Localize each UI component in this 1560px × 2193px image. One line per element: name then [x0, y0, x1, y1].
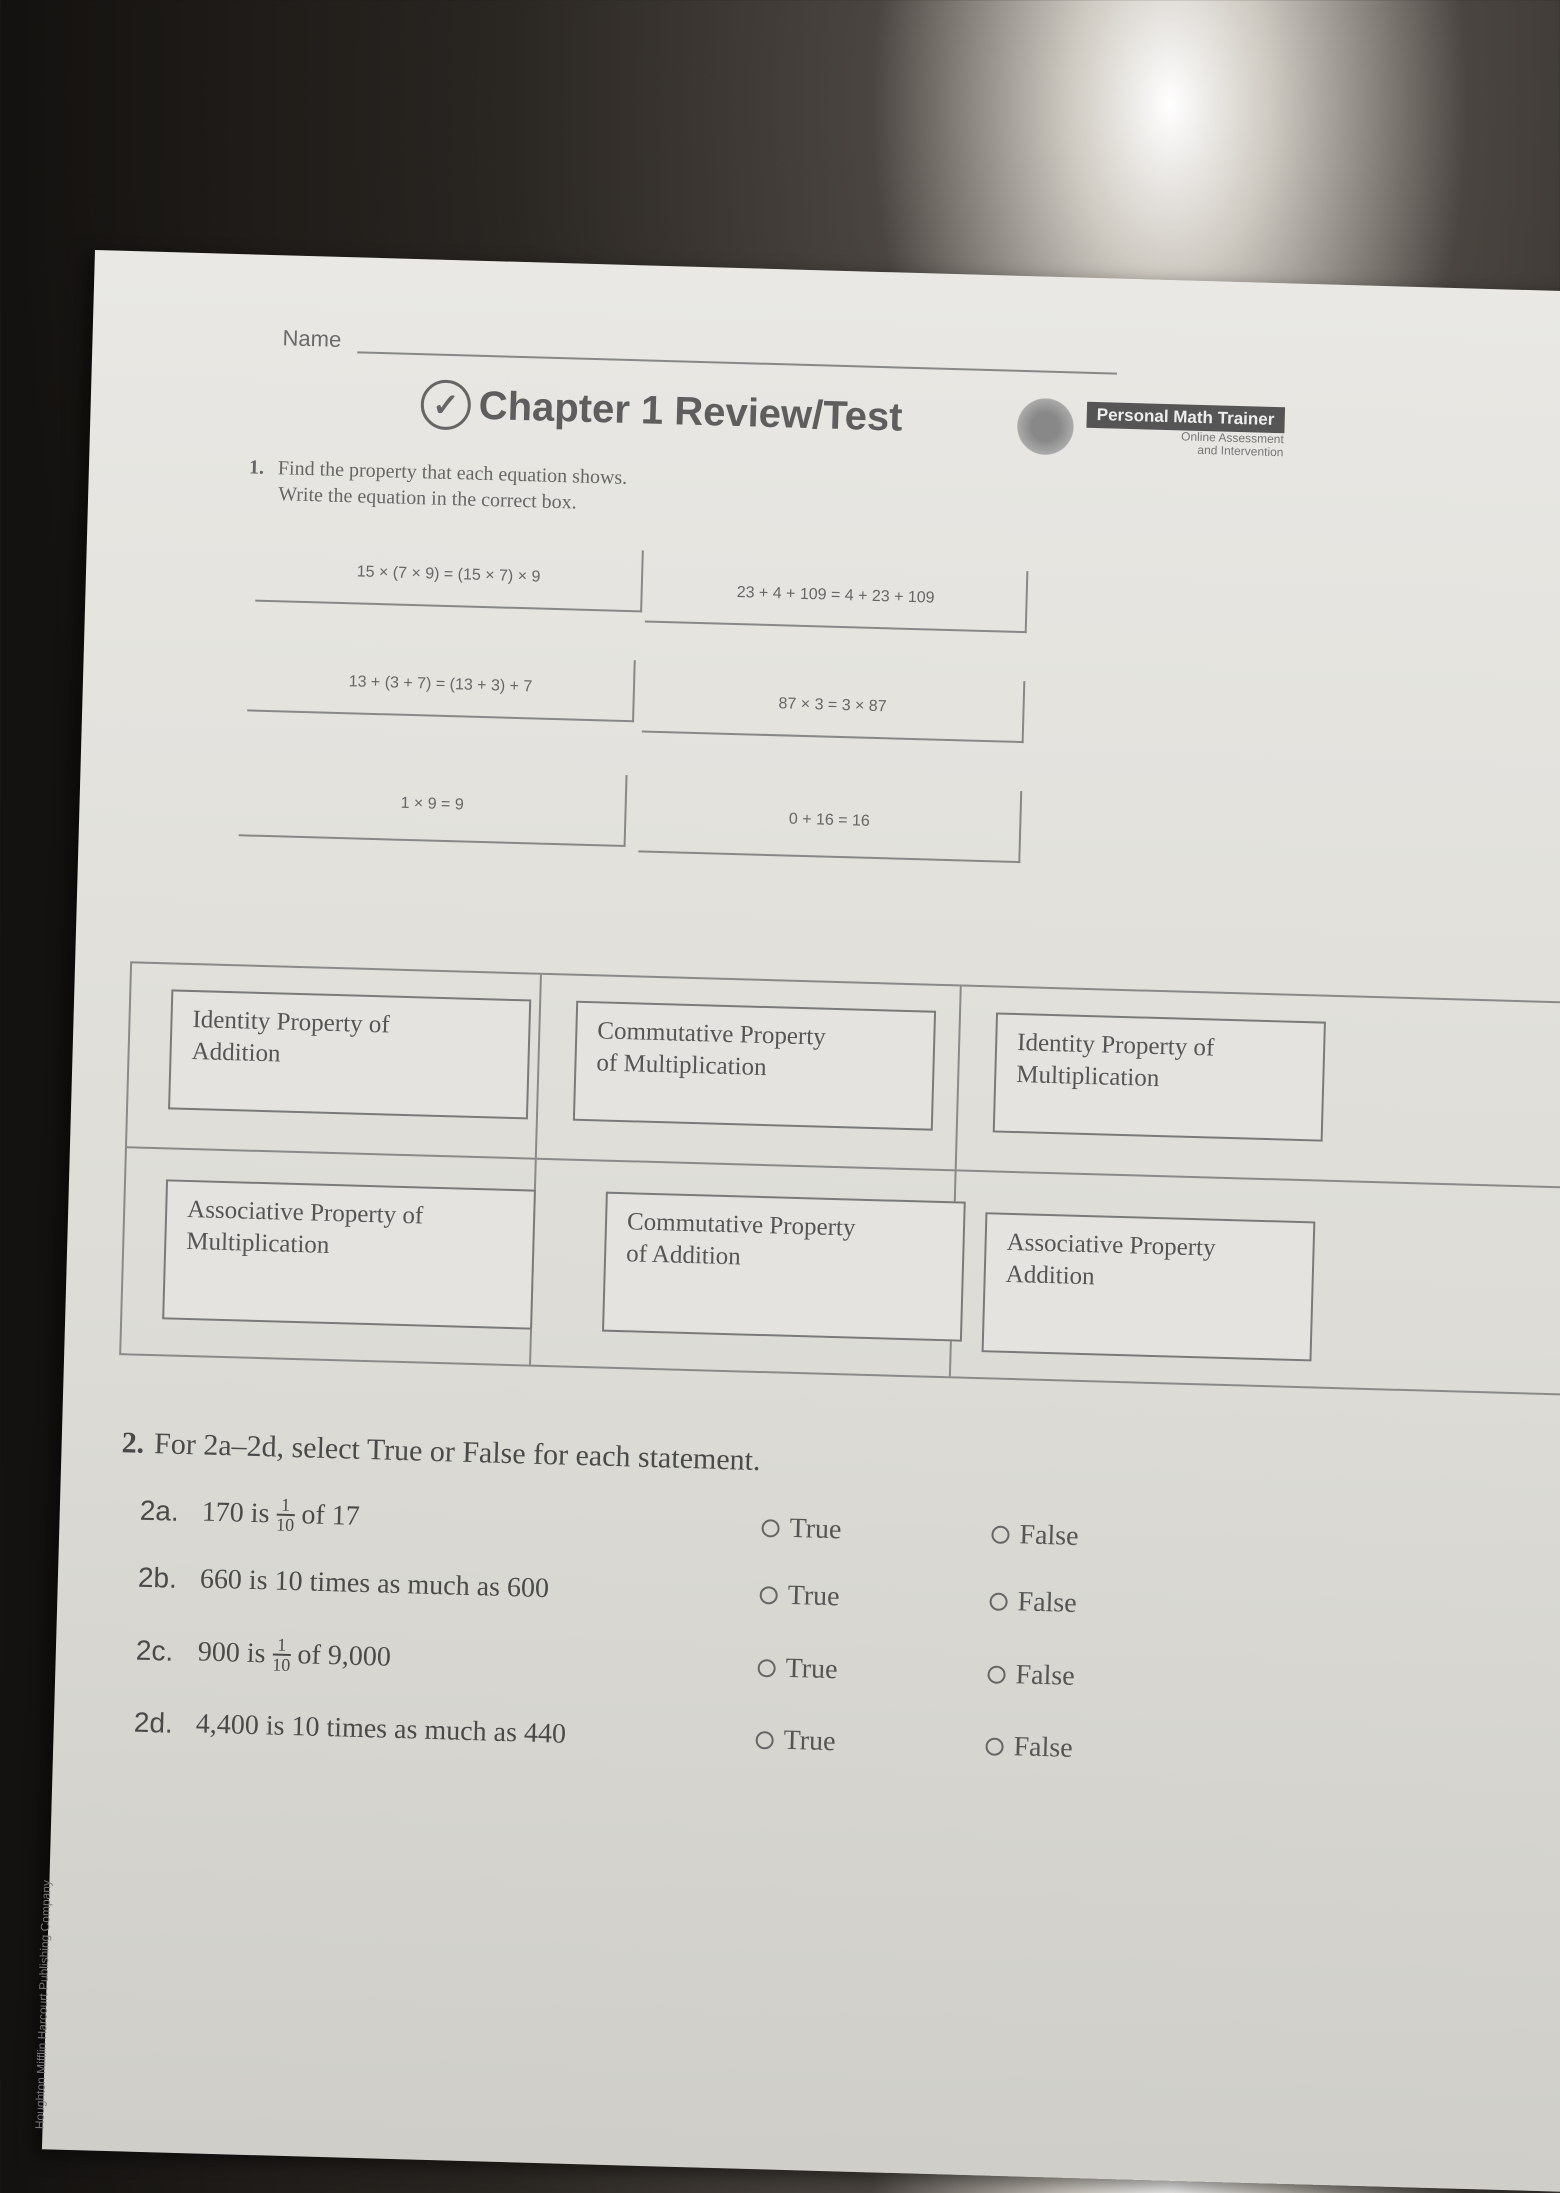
statement: [199, 1563, 760, 1611]
item-label: 2b.: [137, 1561, 178, 1594]
property-line: Associative Property: [1006, 1228, 1216, 1262]
equation-card[interactable]: 15 × (7 × 9) = (15 × 7) × 9: [255, 540, 644, 613]
false-label: False: [1019, 1519, 1080, 1552]
property-box: [162, 1179, 536, 1329]
numerator: 1: [277, 1634, 287, 1655]
property-line: Commutative Property: [626, 1208, 856, 1242]
denominator: 10: [275, 1514, 295, 1536]
drop-zone[interactable]: [531, 1160, 957, 1377]
name-label: Name: [282, 325, 342, 352]
instruction-text: For 2a–2d, select True or False for each statement.: [153, 1427, 761, 1478]
radio-icon[interactable]: [985, 1737, 1003, 1755]
true-false-row: [137, 1562, 1287, 1626]
property-line: of Addition: [625, 1240, 742, 1271]
true-label: True: [785, 1652, 838, 1686]
true-label: True: [787, 1579, 840, 1613]
false-option[interactable]: [985, 1730, 1216, 1768]
true-false-row: [135, 1632, 1286, 1702]
radio-icon[interactable]: [987, 1665, 1005, 1683]
question-1-prompt: [248, 454, 628, 517]
property-box: [573, 1001, 936, 1131]
false-label: False: [1013, 1731, 1074, 1764]
property-box: [168, 989, 531, 1119]
page-title: [420, 379, 903, 442]
equation-card[interactable]: 1 × 9 = 9: [239, 764, 628, 847]
true-label: True: [789, 1512, 842, 1546]
property-line: Addition: [1005, 1260, 1096, 1291]
radio-icon[interactable]: [759, 1586, 777, 1604]
equation-card[interactable]: 87 × 3 = 3 × 87: [642, 670, 1026, 743]
radio-icon[interactable]: [761, 1519, 779, 1537]
false-option[interactable]: [991, 1519, 1222, 1557]
trainer-logo-icon: [1010, 396, 1082, 458]
question-number: 1.: [248, 456, 265, 479]
item-label: 2c.: [135, 1634, 174, 1667]
drop-zone[interactable]: [957, 986, 1560, 1190]
property-line: Identity Property of: [192, 1006, 391, 1039]
property-line: Multiplication: [1015, 1061, 1160, 1093]
statement-text: 170 is: [201, 1496, 270, 1530]
property-line: Identity Property of: [1016, 1029, 1215, 1062]
statement: [197, 1633, 758, 1687]
personal-math-trainer-badge: [1010, 396, 1285, 464]
property-line: Addition: [191, 1038, 281, 1068]
publisher-credit: Houghton Mifflin Harcourt Publishing Company: [32, 1879, 54, 2130]
checkmark-icon: ✓: [420, 379, 471, 430]
statement: [195, 1708, 756, 1756]
false-option[interactable]: [989, 1586, 1220, 1624]
drop-zone[interactable]: [121, 1148, 537, 1364]
radio-icon[interactable]: [755, 1731, 773, 1749]
title-text: Chapter 1 Review/Test: [478, 383, 904, 440]
denominator: 10: [271, 1654, 291, 1675]
property-line: of Multiplication: [596, 1049, 767, 1082]
fraction: [272, 1636, 291, 1674]
false-label: False: [1017, 1586, 1078, 1619]
radio-icon[interactable]: [989, 1593, 1007, 1611]
prompt-line-1: Find the property that each equation shows.: [277, 457, 628, 489]
numerator: 1: [280, 1494, 291, 1515]
true-option[interactable]: [757, 1652, 988, 1690]
statement-text: 900 is: [197, 1636, 266, 1670]
badge-subtitle-1: Online Assessment: [1180, 429, 1284, 447]
false-option[interactable]: [987, 1658, 1218, 1696]
true-option[interactable]: [759, 1579, 990, 1617]
badge-subtitle-2: and Intervention: [1197, 442, 1284, 460]
question-2-prompt: [121, 1426, 761, 1478]
true-false-row: [139, 1492, 1290, 1562]
fraction: [276, 1496, 295, 1534]
property-box: [982, 1212, 1316, 1361]
property-line: Commutative Property: [597, 1017, 827, 1051]
radio-icon[interactable]: [991, 1526, 1009, 1544]
true-option[interactable]: [761, 1512, 992, 1550]
property-line: Associative Property of: [186, 1195, 424, 1230]
false-label: False: [1015, 1659, 1076, 1692]
radio-icon[interactable]: [757, 1659, 775, 1677]
property-sort-table: [119, 961, 1560, 1397]
true-label: True: [783, 1724, 836, 1758]
statement-text: of 9,000: [297, 1639, 392, 1673]
statement-text: of 17: [301, 1499, 361, 1532]
true-false-row: [133, 1707, 1283, 1771]
badge-title: Personal Math Trainer: [1086, 402, 1284, 434]
item-label: 2a.: [139, 1494, 180, 1527]
drop-zone[interactable]: [127, 963, 542, 1159]
property-box: [993, 1012, 1326, 1141]
true-option[interactable]: [755, 1724, 986, 1762]
statement-text: 660 is 10 times as much as 600: [199, 1563, 550, 1605]
drop-zone[interactable]: [537, 975, 962, 1172]
question-number: 2.: [121, 1426, 145, 1460]
property-box: [602, 1192, 966, 1342]
statement: [201, 1493, 762, 1547]
worksheet-page: [32, 250, 1560, 2192]
statement-text: 4,400 is 10 times as much as 440: [195, 1708, 567, 1750]
item-label: 2d.: [133, 1706, 174, 1739]
name-field: [282, 325, 1117, 374]
prompt-line-2: Write the equation in the correct box.: [277, 483, 577, 514]
equation-card[interactable]: 13 + (3 + 7) = (13 + 3) + 7: [247, 649, 636, 722]
name-blank-line: [357, 351, 1117, 374]
equation-card[interactable]: 23 + 4 + 109 = 4 + 23 + 109: [645, 561, 1029, 634]
drop-zone[interactable]: [951, 1171, 1560, 1395]
equation-card[interactable]: 0 + 16 = 16: [638, 780, 1022, 863]
property-line: Multiplication: [185, 1227, 330, 1259]
